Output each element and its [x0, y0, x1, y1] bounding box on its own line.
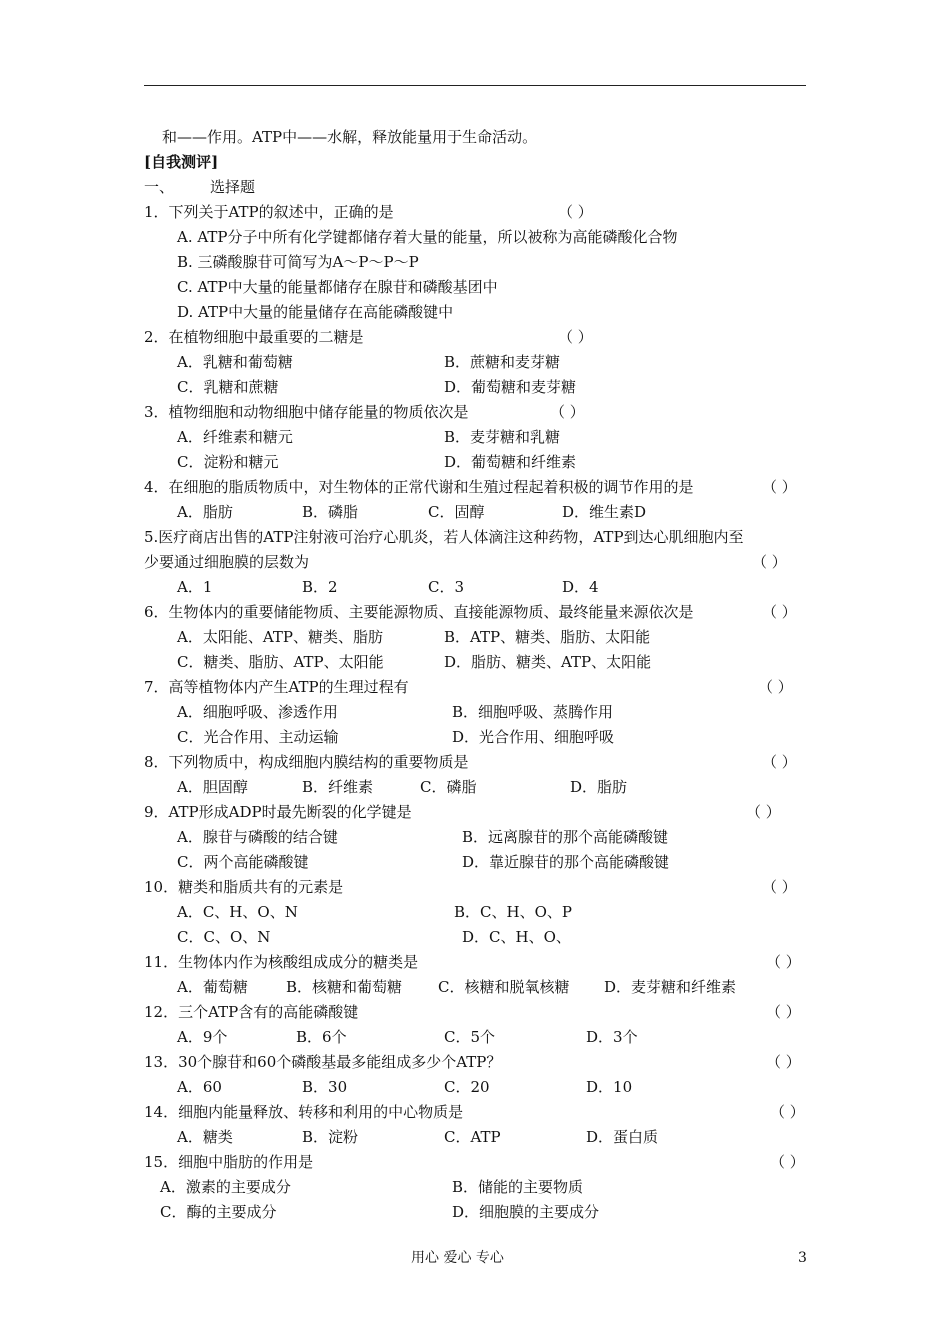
question-5-option-a: A．1: [177, 578, 213, 596]
question-5-option-b: B．2: [302, 578, 338, 596]
section-title: [自我测评]: [144, 153, 219, 171]
question-1-option-b: B. 三磷酸腺苷可简写为A～P～P～P: [177, 253, 419, 271]
question-6-option-b: B．ATP、糖类、脂肪、太阳能: [444, 628, 651, 646]
question-1-option-d: D. ATP中大量的能量储存在高能磷酸键中: [177, 303, 454, 321]
question-9-stem: 9．ATP形成ADP时最先断裂的化学键是: [144, 803, 412, 821]
question-7-answer-blank: （ ）: [758, 678, 793, 696]
question-14-stem: 14．细胞内能量释放、转移和利用的中心物质是: [144, 1103, 464, 1121]
question-4-answer-blank: （ ）: [762, 478, 797, 496]
question-3-option-a: A．纤维素和糖元: [177, 428, 293, 446]
question-8-option-c: C．磷脂: [420, 778, 477, 796]
part-number: 一、: [144, 178, 175, 196]
question-1-answer-blank: （ ）: [558, 203, 593, 221]
question-10-option-a: A．C、H、O、N: [177, 903, 298, 921]
question-3-answer-blank: （ ）: [550, 403, 585, 421]
question-14-option-b: B．淀粉: [302, 1128, 359, 1146]
question-9-answer-blank: （ ）: [746, 803, 781, 821]
question-8-stem: 8．下列物质中，构成细胞内膜结构的重要物质是: [144, 753, 469, 771]
question-6-stem: 6．生物体内的重要储能物质、主要能源物质、直接能源物质、最终能量来源依次是: [144, 603, 694, 621]
question-15-stem: 15．细胞中脂肪的作用是: [144, 1153, 314, 1171]
question-7-option-c: C．光合作用、主动运输: [177, 728, 339, 746]
intro-line: 和——作用。ATP中——水解，释放能量用于生命活动。: [162, 128, 538, 146]
question-13-option-c: C．20: [444, 1078, 490, 1096]
question-4-option-b: B．磷脂: [302, 503, 359, 521]
question-8-option-a: A．胆固醇: [177, 778, 248, 796]
question-4-option-c: C．固醇: [428, 503, 485, 521]
question-2-option-a: A．乳糖和葡萄糖: [177, 353, 293, 371]
question-9-option-c: C．两个高能磷酸键: [177, 853, 309, 871]
question-2-option-d: D．葡萄糖和麦芽糖: [444, 378, 577, 396]
question-10-stem: 10．糖类和脂质共有的元素是: [144, 878, 344, 896]
question-12-answer-blank: （ ）: [766, 1003, 801, 1021]
question-13-answer-blank: （ ）: [766, 1053, 801, 1071]
question-12-option-c: C．5个: [444, 1028, 496, 1046]
question-8-answer-blank: （ ）: [762, 753, 797, 771]
question-7-option-a: A．细胞呼吸、渗透作用: [177, 703, 338, 721]
question-14-answer-blank: （ ）: [770, 1103, 805, 1121]
question-15-option-d: D．细胞膜的主要成分: [452, 1203, 600, 1221]
question-13-option-d: D．10: [586, 1078, 633, 1096]
question-11-option-b: B．核糖和葡萄糖: [286, 978, 403, 996]
question-6-option-a: A．太阳能、ATP、糖类、脂肪: [177, 628, 383, 646]
question-1-option-a: A. ATP分子中所有化学键都储存着大量的能量，所以被称为高能磷酸化合物: [177, 228, 678, 246]
question-2-option-c: C．乳糖和蔗糖: [177, 378, 279, 396]
question-3-option-d: D．葡萄糖和纤维素: [444, 453, 577, 471]
question-12-option-b: B．6个: [296, 1028, 347, 1046]
question-11-option-c: C．核糖和脱氧核糖: [438, 978, 570, 996]
question-8-option-d: D．脂肪: [570, 778, 628, 796]
question-9-option-d: D．靠近腺苷的那个高能磷酸键: [462, 853, 670, 871]
question-10-answer-blank: （ ）: [762, 878, 797, 896]
question-7-option-b: B．细胞呼吸、蒸腾作用: [452, 703, 614, 721]
question-12-stem: 12．三个ATP含有的高能磷酸键: [144, 1003, 359, 1021]
part-heading: 选择题: [210, 178, 256, 196]
question-3-option-b: B．麦芽糖和乳糖: [444, 428, 561, 446]
question-4-stem: 4．在细胞的脂质物质中，对生物体的正常代谢和生殖过程起着积极的调节作用的是: [144, 478, 694, 496]
question-6-option-c: C．糖类、脂肪、ATP、太阳能: [177, 653, 384, 671]
question-12-option-d: D．3个: [586, 1028, 638, 1046]
question-5-option-c: C．3: [428, 578, 465, 596]
question-13-option-b: B．30: [302, 1078, 348, 1096]
question-8-option-b: B．纤维素: [302, 778, 374, 796]
question-12-option-a: A．9个: [177, 1028, 228, 1046]
question-15-option-c: C．酶的主要成分: [160, 1203, 277, 1221]
question-11-option-d: D．麦芽糖和纤维素: [604, 978, 737, 996]
question-15-answer-blank: （ ）: [770, 1153, 805, 1171]
question-4-option-d: D．维生素D: [562, 503, 647, 521]
question-6-option-d: D．脂肪、糖类、ATP、太阳能: [444, 653, 652, 671]
question-7-stem: 7．高等植物体内产生ATP的生理过程有: [144, 678, 409, 696]
question-13-stem: 13．30个腺苷和60个磷酸基最多能组成多少个ATP？: [144, 1053, 502, 1071]
question-9-option-b: B．远离腺苷的那个高能磷酸键: [462, 828, 669, 846]
page-number: 3: [798, 1250, 807, 1266]
question-13-option-a: A．60: [177, 1078, 222, 1096]
question-14-option-a: A．糖类: [177, 1128, 233, 1146]
question-14-option-d: D．蛋白质: [586, 1128, 659, 1146]
question-6-answer-blank: （ ）: [762, 603, 797, 621]
question-10-option-b: B．C、H、O、P: [454, 903, 572, 921]
question-3-option-c: C．淀粉和糖元: [177, 453, 279, 471]
question-7-option-d: D．光合作用、细胞呼吸: [452, 728, 615, 746]
question-5-stem: 5.医疗商店出售的ATP注射液可治疗心肌炎，若人体滴注这种药物，ATP到达心肌细胞内至: [144, 528, 744, 546]
question-11-answer-blank: （ ）: [766, 953, 801, 971]
question-14-option-c: C．ATP: [444, 1128, 501, 1146]
question-5-answer-blank: （ ）: [752, 553, 787, 571]
question-2-answer-blank: （ ）: [558, 328, 593, 346]
question-1-stem: 1．下列关于ATP的叙述中，正确的是: [144, 203, 394, 221]
question-15-option-b: B．储能的主要物质: [452, 1178, 584, 1196]
question-15-option-a: A．激素的主要成分: [160, 1178, 291, 1196]
question-10-option-c: C．C、O、N: [177, 928, 271, 946]
question-3-stem: 3．植物细胞和动物细胞中储存能量的物质依次是: [144, 403, 469, 421]
question-11-option-a: A．葡萄糖: [177, 978, 248, 996]
question-1-option-c: C. ATP中大量的能量都储存在腺苷和磷酸基团中: [177, 278, 498, 296]
question-4-option-a: A．脂肪: [177, 503, 233, 521]
question-9-option-a: A．腺苷与磷酸的结合键: [177, 828, 338, 846]
header-rule: [144, 85, 806, 86]
question-5-stem-continued: 少要通过细胞膜的层数为: [144, 553, 310, 571]
question-11-stem: 11．生物体内作为核酸组成成分的糖类是: [144, 953, 419, 971]
question-2-stem: 2．在植物细胞中最重要的二糖是: [144, 328, 364, 346]
question-10-option-d: D．C、H、O、: [462, 928, 571, 946]
page-footer: 用心 爱心 专心: [411, 1250, 504, 1266]
question-2-option-b: B．蔗糖和麦芽糖: [444, 353, 561, 371]
question-5-option-d: D．4: [562, 578, 599, 596]
